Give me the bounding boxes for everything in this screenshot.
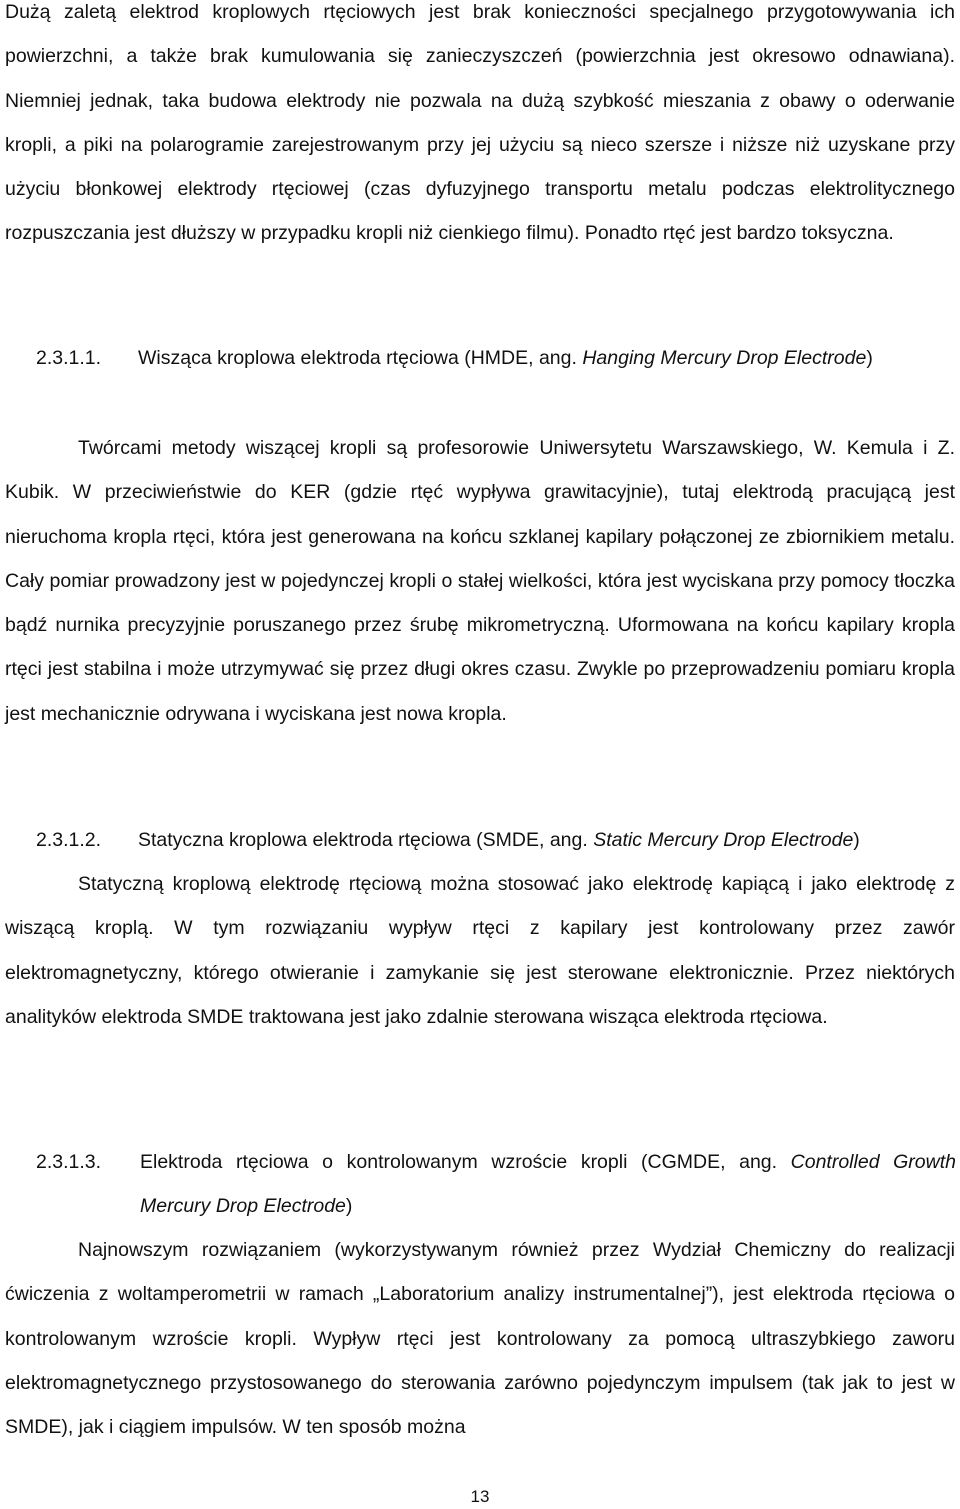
section-title-close: ): [345, 1195, 353, 1218]
section-title-english: Hanging Mercury Drop Electrode: [582, 347, 867, 369]
section-number: 2.3.1.2.: [36, 829, 102, 851]
page-number: 13: [470, 1487, 490, 1506]
section-title-text: Elektroda rtęciowa o kontrolowanym wzroście kropli (CGMDE, ang.: [140, 1151, 791, 1173]
section-title-text: Wisząca kroplowa elektroda rtęciowa (HMDE, ang.: [138, 347, 583, 369]
paragraph-electrode-advantages: Dużą zaletą elektrod kroplowych rtęciowych jest brak konieczności specjalnego przygotowywania ich powierzchni, a także brak kumulowania się zanieczyszczeń (powierzchnia jest okresowo odnawiana). Niemniej jednak, taka budowa elektrody nie pozwala na dużą szybkość mieszania z obawy o oderwanie kropli, a piki na polarogramie zarejestrowanym przy jej użyciu są nieco szersze i niższe niż uzyskane przy użyciu błonkowej elektrody rtęciowej (czas dyfuzyjnego transportu metalu podczas elektrolitycznego rozpuszczania jest dłuższy w przypadku kropli niż cienkiego filmu). Ponadto rtęć jest bardzo toksyczna.: [5, 1, 955, 245]
section-title-close: ): [853, 829, 860, 851]
paragraph-hmde: Twórcami metody wiszącej kropli są profesorowie Uniwersytetu Warszawskiego, W. Kemula i Z. Kubik. W przeciwieństwie do KER (gdzie rtęć wypływa grawitacyjnie), tutaj elektrodą pracującą jest nieruchoma kropla rtęci, która jest generowana na końcu szklanej kapilary połączonej ze zbiornikiem metalu. Cały pomiar prowadzony jest w pojedynczej kropli o stałej wielkości, która jest wyciskana przy pomocy tłoczka bądź nurnika precyzyjnie poruszanego przez śrubę mikrometryczną. Uformowana na końcu kapilary kropla rtęci jest stabilna i może utrzymywać się przez długi okres czasu. Zwykle po przeprowadzeniu pomiaru kropla jest mechanicznie odrywana i wyciskana jest nowa kropla.: [5, 437, 955, 725]
section-title: [138, 818, 956, 862]
paragraph-smde: Statyczną kroplową elektrodę rtęciową można stosować jako elektrodę kapiącą i jako elektrodę z wiszącą kroplą. W tym rozwiązaniu wypływ rtęci z kapilary jest kontrolowany przez zawór elektromagnetyczny, którego otwieranie i zamykanie się jest sterowane elektronicznie. Przez niektórych analityków elektroda SMDE traktowana jest jako zdalnie sterowana wisząca elektroda rtęciowa.: [5, 873, 955, 1028]
section-number: 2.3.1.3.: [36, 1151, 102, 1173]
section-title-english: Controlled Growth Mercury Drop Electrode: [140, 1151, 956, 1218]
paragraph-cgmde: Najnowszym rozwiązaniem (wykorzystywanym również przez Wydział Chemiczny do realizacji ćwiczenia z woltamperometrii w ramach „Laboratorium analizy instrumentalnej”), jest elektroda rtęciowa o kontrolowanym wzroście kropli. Wypływ rtęci jest kontrolowany za pomocą ultraszybkiego zaworu elektromagnetycznego przystosowanego do sterowania zarówno pojedynczym impulsem (tak jak to jest w SMDE), jak i ciągiem impulsów. W ten sposób można: [5, 1239, 955, 1439]
section-title: [138, 336, 956, 380]
section-number: 2.3.1.1.: [36, 347, 102, 369]
section-title-close: ): [866, 347, 873, 369]
section-title: [140, 1140, 956, 1229]
section-title-english: Static Mercury Drop Electrode: [593, 829, 854, 851]
section-title-text: Statyczna kroplowa elektroda rtęciowa (SMDE, ang.: [138, 829, 594, 851]
